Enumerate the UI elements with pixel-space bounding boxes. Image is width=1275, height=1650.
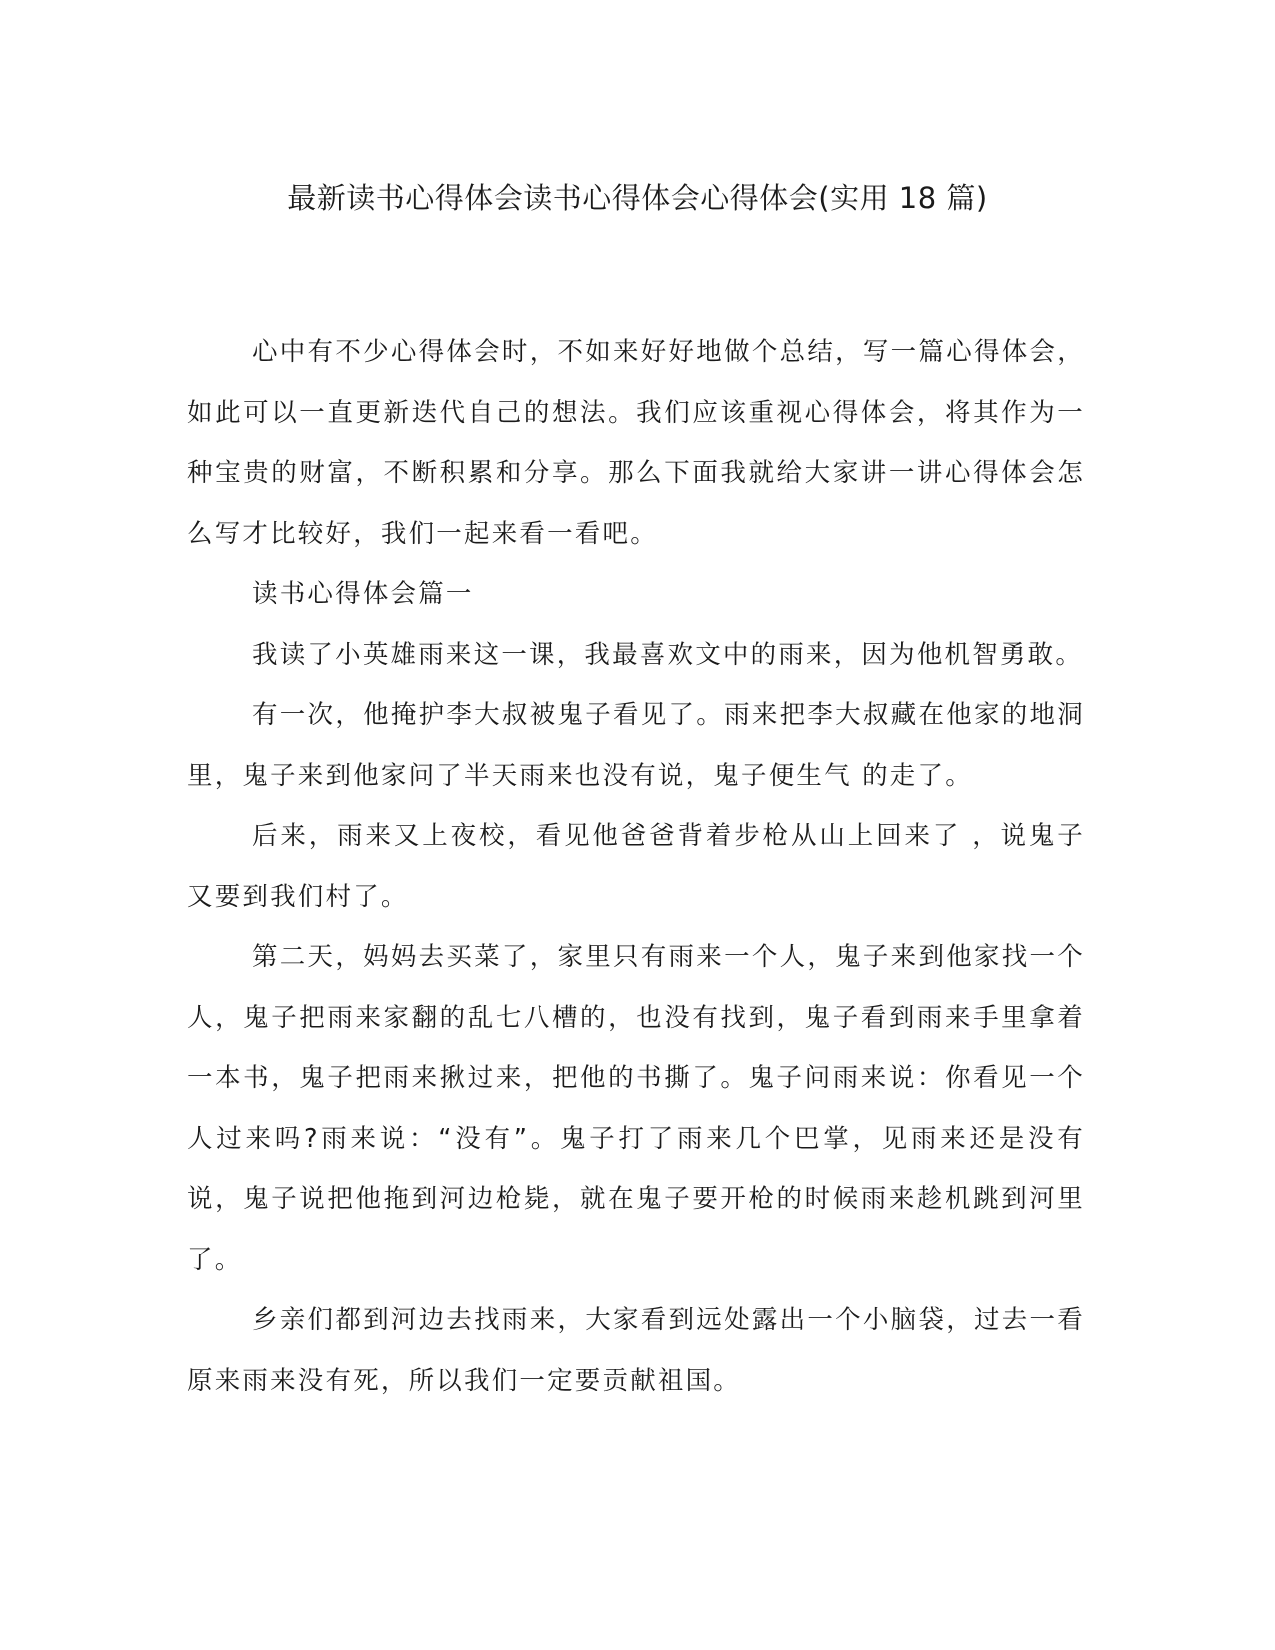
intro-paragraph: 心中有不少心得体会时，不如来好好地做个总结，写一篇心得体会，如此可以一直更新迭代自己的想法。我们应该重视心得体会，将其作为一种宝贵的财富，不断积累和分享。那么下面我就给大家讲一讲心得体会怎么写才比较好，我们一起来看一看吧。: [187, 337, 1085, 549]
body-paragraph: 乡亲们都到河边去找雨来，大家看到远处露出一个小脑袋，过去一看原来雨来没有死，所以我们一定要贡献祖国。: [187, 1305, 1085, 1396]
section-heading: 读书心得体会篇一: [252, 579, 474, 609]
body-paragraph: 第二天，妈妈去买菜了，家里只有雨来一个人，鬼子来到他家找一个人，鬼子把雨来家翻的乱七八槽的，也没有找到，鬼子看到雨来手里拿着一本书，鬼子把雨来揪过来，把他的书撕了。鬼子问雨来说：你看见一个人过来吗?雨来说：“没有”。鬼子打了雨来几个巴掌，见雨来还是没有说，鬼子说把他拖到河边枪毙，就在鬼子要开枪的时候雨来趁机跳到河里了。: [187, 942, 1085, 1275]
document-title: 最新读书心得体会读书心得体会心得体会(实用 18 篇): [287, 181, 988, 215]
body-paragraph: 后来，雨来又上夜校，看见他爸爸背着步枪从山上回来了 ，说鬼子又要到我们村了。: [187, 821, 1085, 912]
body-paragraph: 我读了小英雄雨来这一课，我最喜欢文中的雨来，因为他机智勇敢。: [252, 639, 1084, 670]
document-body: [187, 322, 1085, 1411]
body-paragraph: 有一次，他掩护李大叔被鬼子看见了。雨来把李大叔藏在他家的地洞里，鬼子来到他家问了半天雨来也没有说，鬼子便生气 的走了。: [187, 700, 1085, 791]
